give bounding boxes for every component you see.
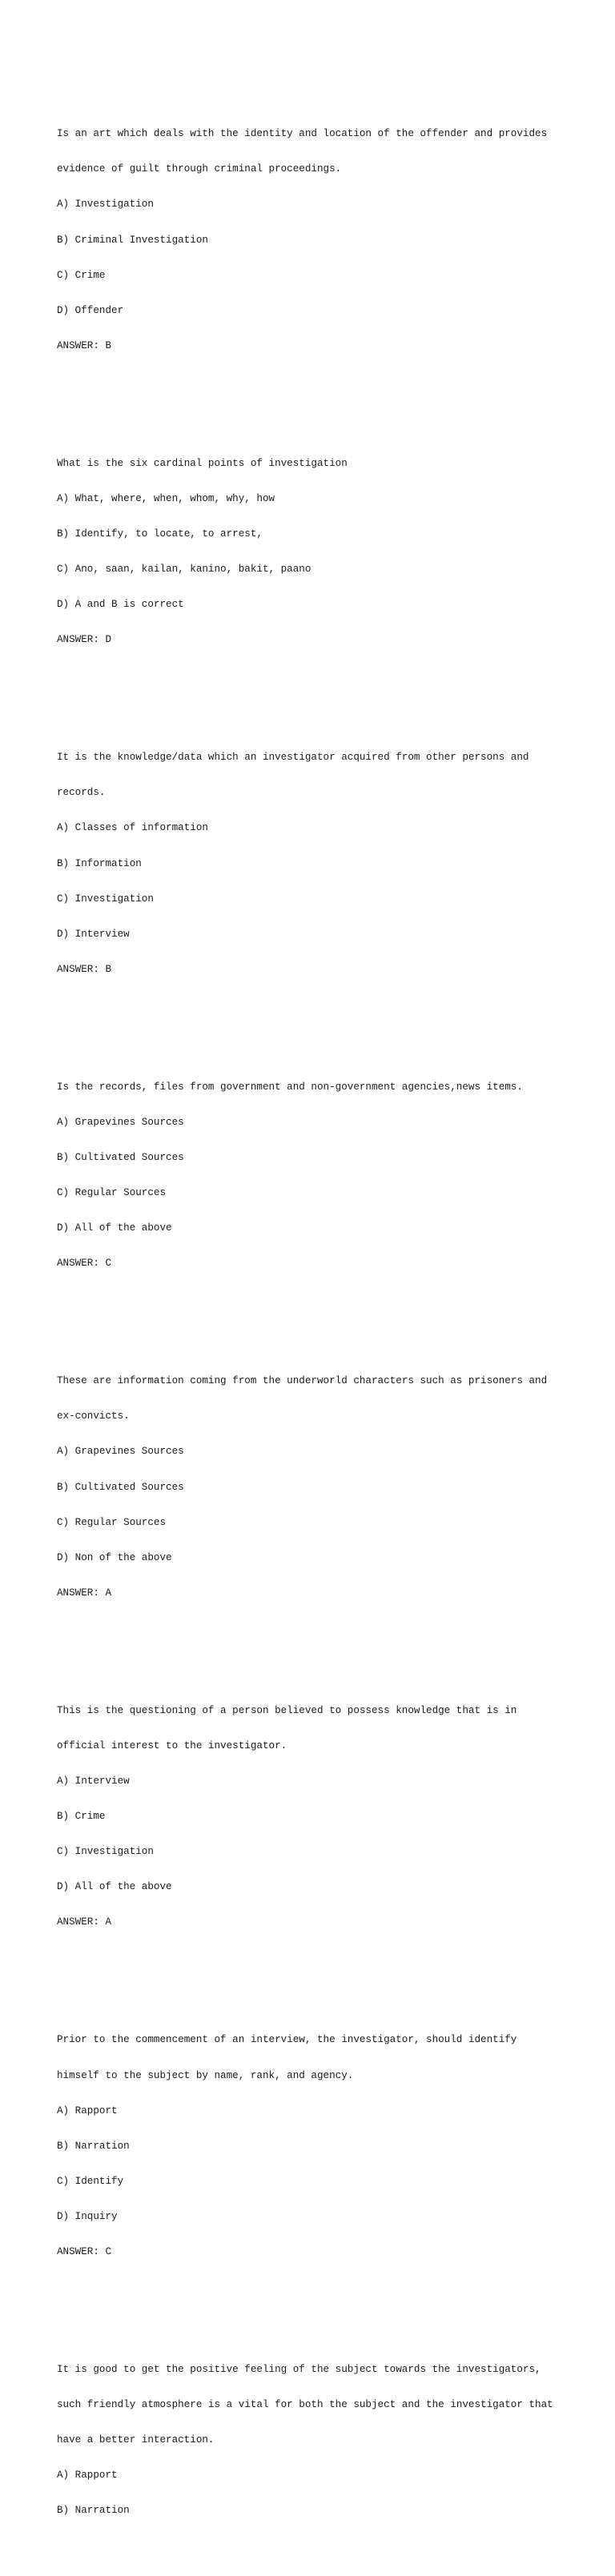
question-block [57, 2011, 601, 2281]
question-text: ex-convicts. [57, 1410, 130, 1422]
question-text: have a better interaction. [57, 2434, 215, 2446]
option-c: C) Regular Sources [57, 1516, 167, 1528]
question-text: This is the questioning of a person believed to possess knowledge that is in [57, 1704, 517, 1716]
document-page [57, 58, 601, 2576]
option-b: B) Identify, to locate, to arrest, [57, 528, 263, 540]
answer-line: ANSWER: C [57, 2245, 112, 2257]
question-text: official interest to the investigator. [57, 1739, 287, 1751]
answer-line: ANSWER: A [57, 1916, 112, 1928]
question-text: records. [57, 787, 106, 799]
option-a: A) Classes of information [57, 822, 208, 834]
option-c: C) Crime [57, 269, 106, 281]
question-text: It is the knowledge/data which an investigator acquired from other persons and [57, 752, 529, 764]
option-a: A) Investigation [57, 199, 154, 211]
option-c: C) Identify [57, 2175, 124, 2187]
option-d: D) All of the above [57, 1222, 172, 1234]
option-d: D) Non of the above [57, 1551, 172, 1563]
option-a: A) Rapport [57, 2105, 118, 2117]
question-block [57, 1057, 601, 1293]
option-b: B) Narration [57, 2140, 130, 2152]
answer-line: ANSWER: B [57, 339, 112, 351]
answer-line: ANSWER: D [57, 634, 112, 646]
option-b: B) Cultivated Sources [57, 1481, 184, 1493]
question-block [57, 105, 601, 375]
option-b: B) Criminal Investigation [57, 234, 208, 246]
option-a: A) Interview [57, 1776, 130, 1788]
option-c: C) Ano, saan, kailan, kanino, bakit, paano [57, 564, 312, 576]
option-a: A) Grapevines Sources [57, 1116, 184, 1128]
option-d: D) A and B is correct [57, 599, 184, 611]
question-block [57, 1352, 601, 1623]
option-b: B) Crime [57, 1811, 106, 1823]
question-text: evidence of guilt through criminal proceedings. [57, 163, 342, 175]
option-c: C) Investigation [57, 893, 154, 905]
option-b: B) Narration [57, 2505, 130, 2517]
option-d: D) Offender [57, 304, 124, 316]
question-text: Is the records, files from government and non-government agencies,news items. [57, 1081, 523, 1093]
option-d: D) All of the above [57, 1881, 172, 1893]
question-text: such friendly atmosphere is a vital for both the subject and the investigator that [57, 2399, 553, 2411]
option-b: B) Information [57, 857, 142, 869]
option-d: D) Interview [57, 928, 130, 940]
question-text: These are information coming from the underworld characters such as prisoners and [57, 1375, 548, 1387]
question-block [57, 434, 601, 669]
question-text: What is the six cardinal points of investigation [57, 457, 348, 469]
question-text: It is good to get the positive feeling of the subject towards the investigators, [57, 2363, 541, 2375]
question-block [57, 1681, 601, 1952]
option-c: C) Regular Sources [57, 1187, 167, 1199]
option-a: A) What, where, when, whom, why, how [57, 492, 275, 504]
question-text: Is an art which deals with the identity and location of the offender and provides [57, 128, 548, 140]
option-b: B) Cultivated Sources [57, 1152, 184, 1163]
option-c: C) Investigation [57, 1846, 154, 1858]
option-a: A) Rapport [57, 2470, 118, 2482]
question-block [57, 728, 601, 999]
option-d: D) Inquiry [57, 2210, 118, 2222]
answer-line: ANSWER: B [57, 963, 112, 975]
question-text: Prior to the commencement of an interview, the investigator, should identify [57, 2034, 517, 2046]
question-text: himself to the subject by name, rank, and agency. [57, 2069, 354, 2081]
answer-line: ANSWER: C [57, 1258, 112, 1270]
question-block [57, 2341, 601, 2541]
answer-line: ANSWER: A [57, 1587, 112, 1599]
option-a: A) Grapevines Sources [57, 1446, 184, 1458]
